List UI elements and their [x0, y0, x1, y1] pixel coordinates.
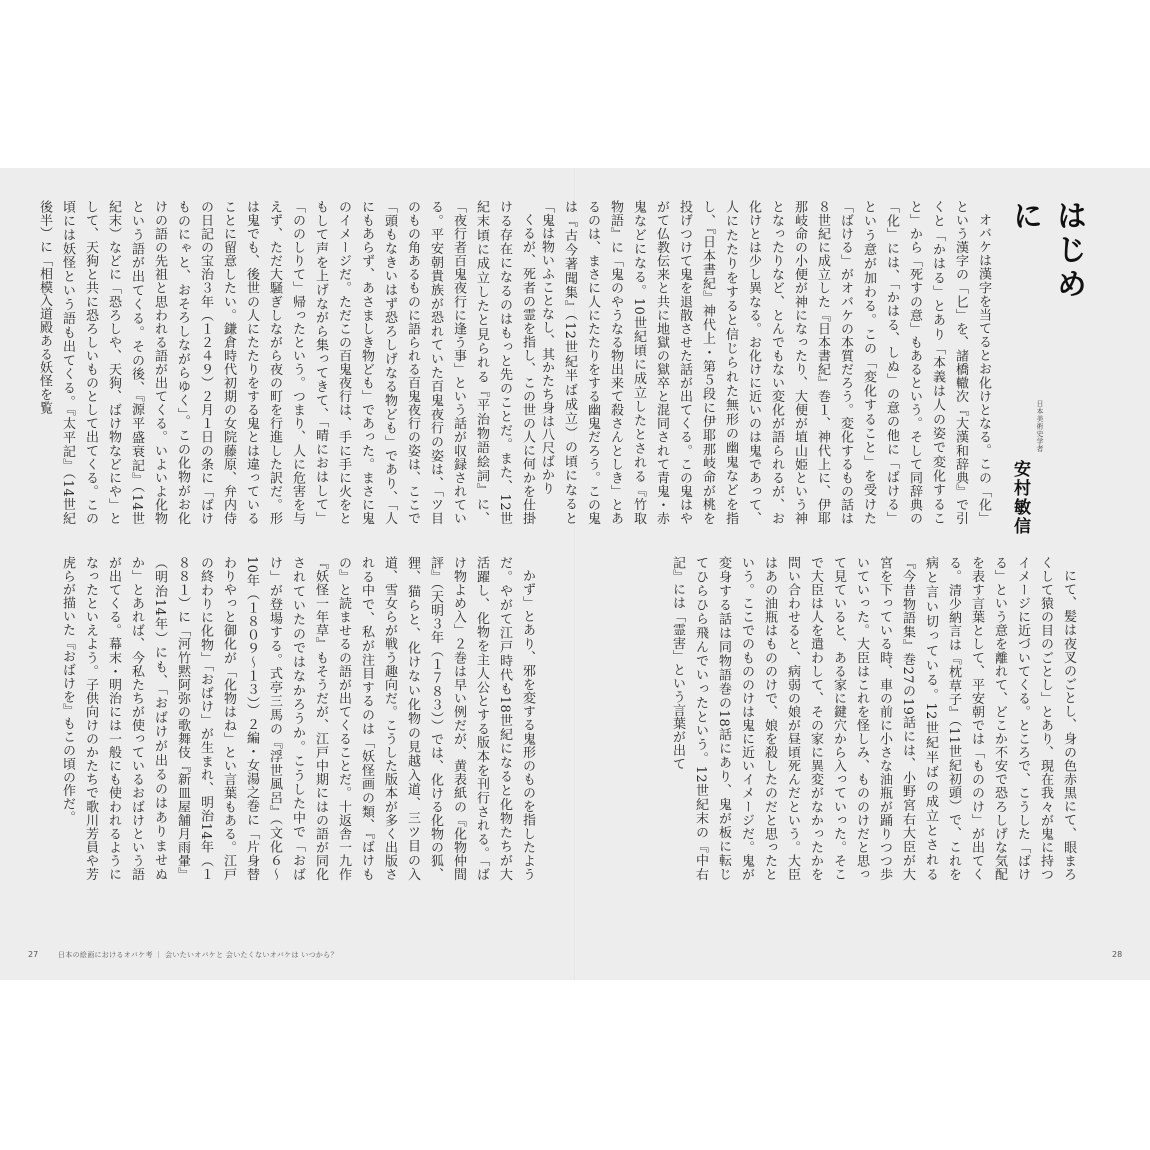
- left-page-lower-text: [57, 556, 539, 881]
- right-page-lower-text: [624, 556, 1080, 881]
- author-role: 日本美術史学者: [1036, 400, 1044, 453]
- right-page-number: 28: [1112, 950, 1123, 959]
- paragraph: くるが、死者の霊を指し、この世の人に何かを仕掛ける存在になるのはもっと先のことだ。また、12世紀末頃に成立したと見られる『平治物語絵詞』に、「夜行者百鬼夜行に逢う事」という話が収録されている。平安朝貴族が恐れていた百鬼夜行の姿は、「ツ目のもの角あるものに語られる百鬼夜行の姿は、ここで「頭もなきいはず恐ろしげなる物ども」であり、「人にもあらず、あさましき物ども」であった。まさに鬼のイメージだ。ただこの百鬼夜行は、手に手に火をともして声を上げながら集ってきて、「晴におはして」「ののしりて」帰ったという。つまり、人に危害を与えず、ただ大騒ぎしながら夜の町を行進した訳だ。形は鬼でも、後世の人にたたりをする鬼とは違っていることに留意したい。鎌倉時代初期の女院藤原、弁内侍の日記の宝治３年（１２４９）２月１日の条に「ばけものにゃと、おそろしながらゆく」。この化物がお化けの語の先祖と思われる語が出てくる。いよいよ化物という語が出てくる。その後、『源平盛衰記』（14世紀末）などに「恐ろしや、天狗、ばけ物などにや」として、天狗と共に恐ろしいものとして出てくる。この頃には妖怪という語も出てくる。『太平記』（14世紀後半）に「相模入道殿ある妖怪を覧: [37, 200, 535, 525]
- paragraph: オバケは漢字を当てるとお化けとなる。この「化」という漢字の「匕」を、諸橋轍次『大漢和辞典』で引くと「かはる」とあり「本義は人の姿で変化すること」から「死すの意」もあるという。そして同辞典の「化」には、「かはる、しぬ」の意の他に「ばける」という意が加わる。この「変化すること」を受けた「ばける」がオバケの本質だろう。変化するもの話は８世紀に成立した『日本書紀』巻１、神代上に、伊耶那岐命の小便が神になったり、大便が埴山姫という神となったりなど、とんでもない変化が語られるが、お化けとは少し異なる。お化けに近いのは鬼であって、人にたたりをすると信じられた無形の幽鬼などを指し、『日本書紀』神代上・第５段に伊耶那岐命が桃を投げつけて鬼を退散させた話が出てくる。この鬼はやがて仏教伝来と共に地獄の獄卒と混同されて青鬼・赤鬼などになる。10世紀頃に成立したとされる『竹取物語』に「鬼のやうなる物出来て殺さんとしき」とあるのは、まさに人にたたりをする幽鬼だろう。この鬼は『古今著聞集』（12世紀半ば成立）の頃になると「鬼は物いふことなし、其かたち身は八尺ばかり: [539, 200, 991, 525]
- left-page-number: 27: [28, 950, 39, 959]
- author-name: 安村敏信: [1010, 460, 1030, 536]
- paragraph: にて、髪は夜叉のごとし、身の色赤黒にて、眼まろくして猿の目のごとし」とあり、現在我々が鬼に持つイメージに近づいてくる。ところで、こうした「ばける」という意を離れて、どこか不安で恐ろしげな気配を表す言葉として、平安朝では「もののけ」が出てくる。清少納言は『枕草子』（11世紀初頭）で、これを病と言い切っている。12世紀半ばの成立とされる『今昔物語集』巻27の19話には、小野宮右大臣が大宮を下っている時、車の前に小さな油瓶が踊りつつ歩いていった。大臣はこれを怪しみ、もののけだと思って見ていると、ある家に鍵穴から入っていった。そこで大臣は人を遣わして、その家に異変がなかったかを問い合わせると、病弱の娘が昼頃死んだという。大臣はあの油瓶はもののけで、娘を殺したのだと思ったという。ここでのもののけは鬼に近いイメージだ。鬼が変身する話は同物語巻の18話にあり、鬼が板に転じてひらひら飛んでいったという。12世紀末の『中右記』には「霊害」という言葉が出て: [670, 556, 1076, 881]
- paragraph: かず」とあり、邪を変する鬼形のものを指したようだ。やがて江戸時代も18世紀になると化物たちが大活躍し、化物を主人公とする版本を刊行される。「ばけ物よめ入」２巻は早い例だが、黄表紙の『化物仲間評』（天明３年（１７８３））では、化ける化物の狐、狸、猫らと、化けない化物の見越入道、三ツ目の入道、雪女らが戦う趣向だ。こうした版本が多く出版される中で、私が注目するのは「妖怪画の類、『ばけもの』と読ませるの語が出てくることだ。十返舎一九作『妖怪一年草』もそうだが、江戸中期にはの語が同化されていたのではなかろうか。こうした中で「おばけ」が登場する。式亭三馬の『浮世風呂』（文化６～10年（１８０９～１３））２編・女湯之巻に「片身替わりやっと御化が「化物はね」とい言葉もある。江戸の終わりに化物」「おばけ」が生まれ、明治14年（１８８１）に「河竹黙阿弥の歌舞伎『新皿屋舗月雨暈』（明治14年）にも、「おばけが出るのはありませぬか」とあれば、今私たちが使っているおばけという語が出てくる。幕末・明治には一般にも使われるようになったといえよう。子供向けのかたちで歌川芳員や芳虎らが描いた『おばけを』もこの頃の作だ。: [60, 556, 535, 881]
- right-page-upper-text: [539, 200, 995, 525]
- left-page-upper-text: [37, 200, 539, 525]
- running-head: 日本の絵画におけるオバケ考 ｜ 会いたいオバケと 会いたくないオバケは いつから？: [58, 951, 338, 959]
- page-title: はじめに: [1007, 200, 1086, 302]
